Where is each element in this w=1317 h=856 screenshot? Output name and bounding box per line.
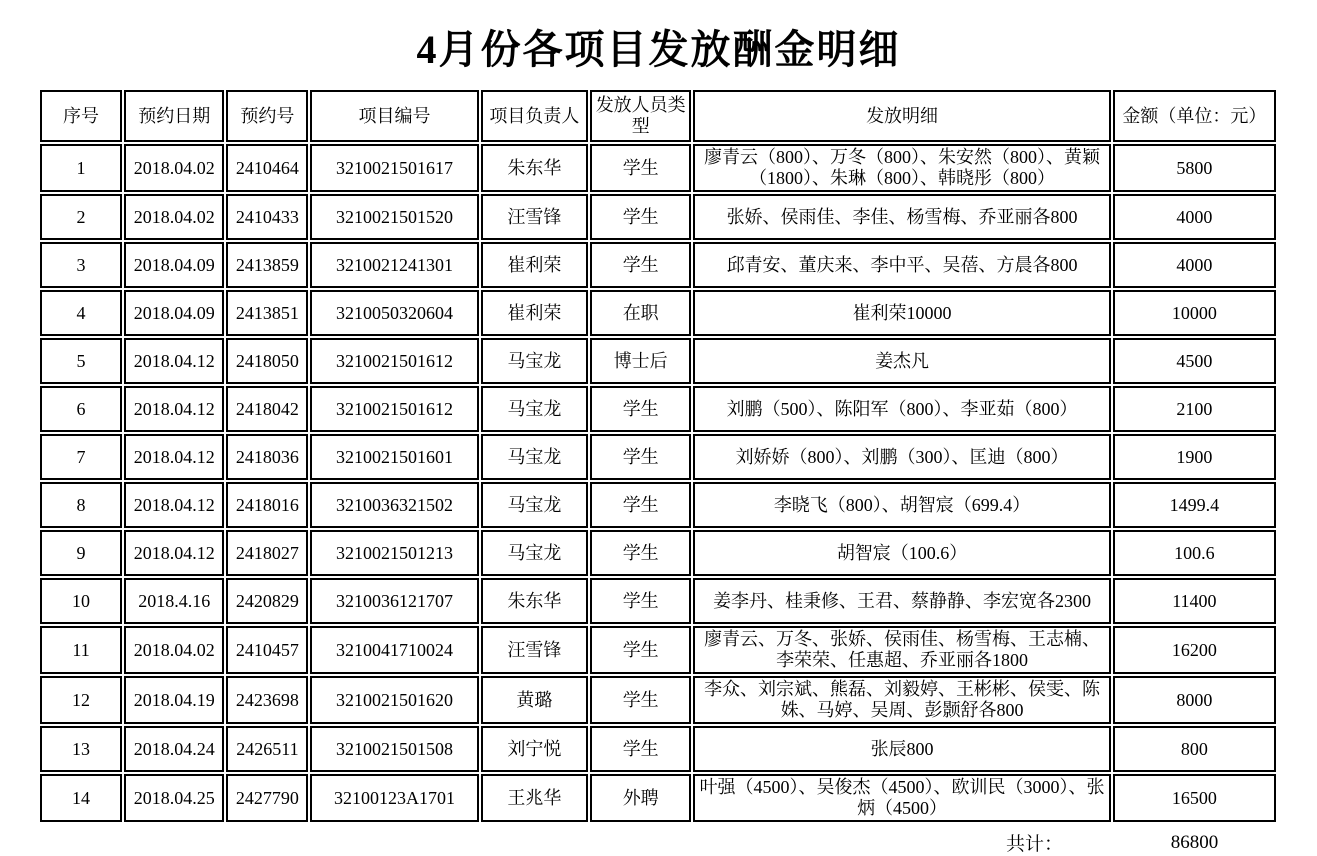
cell-payment-detail: 邱青安、董庆来、李中平、吴蓓、方晨各800 <box>693 242 1110 288</box>
cell-payment-detail: 张娇、侯雨佳、李佳、杨雪梅、乔亚丽各800 <box>693 194 1110 240</box>
cell-project-leader: 马宝龙 <box>481 386 588 432</box>
cell-reservation-no: 2410433 <box>226 194 308 240</box>
cell-payment-detail: 刘鹏（500）、陈阳军（800）、李亚茹（800） <box>693 386 1110 432</box>
cell-reservation-no: 2410457 <box>226 626 308 674</box>
cell-project-leader: 马宝龙 <box>481 338 588 384</box>
cell-reservation-no: 2413851 <box>226 290 308 336</box>
cell-serial: 13 <box>40 726 122 772</box>
cell-serial: 4 <box>40 290 122 336</box>
cell-payment-detail: 胡智宸（100.6） <box>693 530 1110 576</box>
cell-reservation-no: 2418016 <box>226 482 308 528</box>
cell-personnel-type: 学生 <box>590 676 691 724</box>
cell-reservation-date: 2018.04.09 <box>124 242 224 288</box>
cell-personnel-type: 学生 <box>590 242 691 288</box>
cell-project-leader: 崔利荣 <box>481 290 588 336</box>
cell-reservation-date: 2018.04.02 <box>124 144 224 192</box>
header-row <box>40 90 1276 142</box>
payment-table <box>38 88 1278 824</box>
header-amount: 金额（单位：元） <box>1113 90 1276 142</box>
cell-project-leader: 汪雪锋 <box>481 194 588 240</box>
cell-reservation-no: 2418042 <box>226 386 308 432</box>
cell-project-leader: 马宝龙 <box>481 530 588 576</box>
cell-personnel-type: 学生 <box>590 530 691 576</box>
cell-personnel-type: 学生 <box>590 434 691 480</box>
cell-serial: 7 <box>40 434 122 480</box>
cell-amount: 100.6 <box>1113 530 1276 576</box>
header-serial: 序号 <box>40 90 122 142</box>
cell-project-no: 3210041710024 <box>310 626 478 674</box>
cell-serial: 5 <box>40 338 122 384</box>
cell-reservation-no: 2413859 <box>226 242 308 288</box>
cell-project-leader: 刘宁悦 <box>481 726 588 772</box>
cell-project-no: 3210021241301 <box>310 242 478 288</box>
cell-reservation-date: 2018.04.24 <box>124 726 224 772</box>
cell-serial: 10 <box>40 578 122 624</box>
cell-serial: 11 <box>40 626 122 674</box>
cell-payment-detail: 李众、刘宗斌、熊磊、刘毅婷、王彬彬、侯雯、陈姝、马婷、吴周、彭颢舒各800 <box>693 676 1110 724</box>
cell-personnel-type: 学生 <box>590 726 691 772</box>
cell-serial: 9 <box>40 530 122 576</box>
cell-reservation-date: 2018.04.25 <box>124 774 224 822</box>
cell-personnel-type: 学生 <box>590 626 691 674</box>
cell-reservation-date: 2018.04.02 <box>124 194 224 240</box>
cell-project-leader: 王兆华 <box>481 774 588 822</box>
total-label: 共计： <box>1005 834 1063 855</box>
header-personnel-type: 发放人员类型 <box>590 90 691 142</box>
cell-reservation-no: 2427790 <box>226 774 308 822</box>
cell-reservation-no: 2418050 <box>226 338 308 384</box>
cell-reservation-no: 2420829 <box>226 578 308 624</box>
cell-reservation-no: 2410464 <box>226 144 308 192</box>
header-reservation-date: 预约日期 <box>124 90 224 142</box>
cell-personnel-type: 学生 <box>590 386 691 432</box>
cell-payment-detail: 崔利荣10000 <box>693 290 1110 336</box>
cell-serial: 12 <box>40 676 122 724</box>
page-title: 4月份各项目发放酬金明细 <box>416 27 901 72</box>
cell-serial: 2 <box>40 194 122 240</box>
cell-project-no: 32100123A1701 <box>310 774 478 822</box>
cell-project-leader: 崔利荣 <box>481 242 588 288</box>
table-row <box>40 530 1276 576</box>
cell-amount: 16500 <box>1113 774 1276 822</box>
header-project-leader: 项目负责人 <box>481 90 588 142</box>
cell-payment-detail: 廖青云、万冬、张娇、侯雨佳、杨雪梅、王志楠、李荣荣、任惠超、乔亚丽各1800 <box>693 626 1110 674</box>
cell-personnel-type: 在职 <box>590 290 691 336</box>
cell-amount: 16200 <box>1113 626 1276 674</box>
table-row <box>40 194 1276 240</box>
cell-personnel-type: 博士后 <box>590 338 691 384</box>
cell-amount: 800 <box>1113 726 1276 772</box>
cell-reservation-date: 2018.04.12 <box>124 386 224 432</box>
cell-project-leader: 朱东华 <box>481 144 588 192</box>
cell-reservation-no: 2423698 <box>226 676 308 724</box>
cell-serial: 8 <box>40 482 122 528</box>
cell-serial: 6 <box>40 386 122 432</box>
cell-payment-detail: 李晓飞（800）、胡智宸（699.4） <box>693 482 1110 528</box>
cell-amount: 11400 <box>1113 578 1276 624</box>
cell-amount: 4000 <box>1113 242 1276 288</box>
cell-project-no: 3210021501612 <box>310 386 478 432</box>
cell-payment-detail: 刘娇娇（800）、刘鹏（300）、匡迪（800） <box>693 434 1110 480</box>
cell-reservation-date: 2018.04.12 <box>124 530 224 576</box>
cell-reservation-date: 2018.04.19 <box>124 676 224 724</box>
cell-personnel-type: 学生 <box>590 578 691 624</box>
header-project-no: 项目编号 <box>310 90 478 142</box>
total-row <box>38 829 1278 856</box>
cell-payment-detail: 姜杰凡 <box>693 338 1110 384</box>
table-row <box>40 144 1276 192</box>
cell-project-no: 3210021501520 <box>310 194 478 240</box>
table-row <box>40 338 1276 384</box>
cell-reservation-no: 2418036 <box>226 434 308 480</box>
cell-reservation-date: 2018.04.09 <box>124 290 224 336</box>
table-row <box>40 626 1276 674</box>
cell-project-no: 3210036321502 <box>310 482 478 528</box>
table-row <box>40 676 1276 724</box>
cell-serial: 14 <box>40 774 122 822</box>
header-reservation-no: 预约号 <box>226 90 308 142</box>
table-row <box>40 578 1276 624</box>
cell-payment-detail: 姜李丹、桂秉修、王君、蔡静静、李宏宽各2300 <box>693 578 1110 624</box>
table-row <box>40 774 1276 822</box>
cell-amount: 1499.4 <box>1113 482 1276 528</box>
cell-reservation-no: 2426511 <box>226 726 308 772</box>
cell-project-no: 3210021501601 <box>310 434 478 480</box>
cell-project-no: 3210021501617 <box>310 144 478 192</box>
cell-project-leader: 黄璐 <box>481 676 588 724</box>
cell-reservation-date: 2018.04.02 <box>124 626 224 674</box>
cell-payment-detail: 叶强（4500）、吴俊杰（4500）、欧训民（3000）、张炳（4500） <box>693 774 1110 822</box>
cell-amount: 4000 <box>1113 194 1276 240</box>
table-body <box>40 144 1276 822</box>
table-row <box>40 290 1276 336</box>
cell-serial: 3 <box>40 242 122 288</box>
cell-reservation-date: 2018.4.16 <box>124 578 224 624</box>
cell-payment-detail: 廖青云（800）、万冬（800）、朱安然（800）、黄颖（1800）、朱琳（800）、韩晓彤（800） <box>693 144 1110 192</box>
cell-project-no: 3210021501508 <box>310 726 478 772</box>
cell-reservation-date: 2018.04.12 <box>124 338 224 384</box>
cell-amount: 10000 <box>1113 290 1276 336</box>
table-row <box>40 434 1276 480</box>
cell-project-leader: 马宝龙 <box>481 434 588 480</box>
cell-amount: 8000 <box>1113 676 1276 724</box>
cell-personnel-type: 外聘 <box>590 774 691 822</box>
table-row <box>40 482 1276 528</box>
cell-project-leader: 朱东华 <box>481 578 588 624</box>
table-row <box>40 242 1276 288</box>
cell-personnel-type: 学生 <box>590 482 691 528</box>
table-row <box>40 386 1276 432</box>
cell-personnel-type: 学生 <box>590 144 691 192</box>
cell-project-no: 3210021501620 <box>310 676 478 724</box>
cell-amount: 2100 <box>1113 386 1276 432</box>
total-value: 86800 <box>1170 831 1219 853</box>
cell-project-leader: 马宝龙 <box>481 482 588 528</box>
cell-personnel-type: 学生 <box>590 194 691 240</box>
cell-amount: 1900 <box>1113 434 1276 480</box>
cell-payment-detail: 张辰800 <box>693 726 1110 772</box>
cell-reservation-date: 2018.04.12 <box>124 482 224 528</box>
cell-project-no: 3210050320604 <box>310 290 478 336</box>
cell-amount: 4500 <box>1113 338 1276 384</box>
cell-project-leader: 汪雪锋 <box>481 626 588 674</box>
header-payment-detail: 发放明细 <box>693 90 1110 142</box>
cell-serial: 1 <box>40 144 122 192</box>
cell-project-no: 3210036121707 <box>310 578 478 624</box>
table-row <box>40 726 1276 772</box>
cell-project-no: 3210021501213 <box>310 530 478 576</box>
cell-amount: 5800 <box>1113 144 1276 192</box>
cell-reservation-date: 2018.04.12 <box>124 434 224 480</box>
cell-reservation-no: 2418027 <box>226 530 308 576</box>
cell-project-no: 3210021501612 <box>310 338 478 384</box>
